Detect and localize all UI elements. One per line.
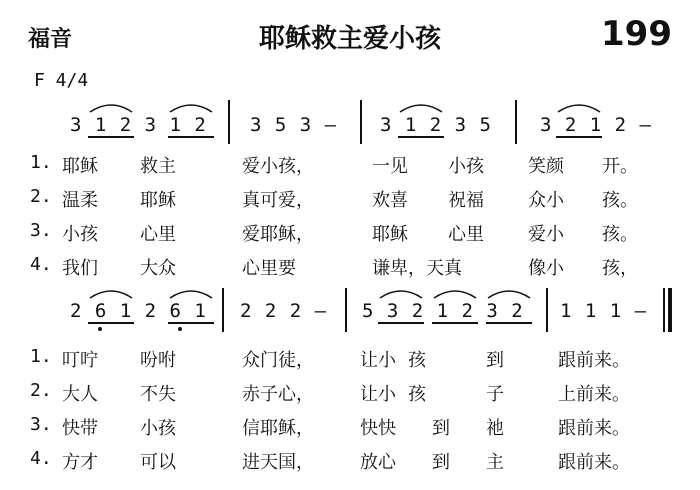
verse-number: 2. [30,380,52,401]
hymn-title: 耶稣救主爱小孩 [258,24,441,54]
measure-1-1: 3 1 2 3 1 2 [70,114,207,136]
lyric-word: 到 [486,350,504,371]
lyric-word: 吩咐 [140,350,176,371]
lyric-word: 欢喜 [372,190,408,211]
lyric-word: 跟前来。 [558,418,630,439]
verse-number: 1. [30,152,52,173]
lyric-word: 不失 [140,384,176,405]
lyric-word: 快带 [62,418,98,439]
measure-2-1: 2 6 1 2 6 1 [70,300,207,322]
lyric-word: 一见 [372,156,408,177]
lyric-word: 大众 [140,258,176,279]
lyric-word: 开。 [602,156,638,177]
lyric-word: 大人 [62,384,98,405]
verse-number: 4. [30,254,52,275]
lyric-word: 谦卑，天真 [372,258,462,279]
hymn-number: 199 [601,14,672,54]
lyric-word: 孩。 [602,224,638,245]
lyric-word: 方才 [62,452,98,473]
lyric-word: 真可爱， [242,190,314,211]
lyric-word: 放心 [360,452,396,473]
lyric-word: 赤子心， [242,384,314,405]
lyric-word: 笑颜 [528,156,564,177]
lyric-word: 让小 [360,350,396,371]
lyric-word: 心里 [140,224,176,245]
lyric-word: 温柔 [62,190,98,211]
lyric-word: 爱小 [528,224,564,245]
measure-2-4: 1 1 1 — [560,300,648,322]
lyric-word: 小孩 [448,156,484,177]
lyric-word: 到 [432,418,450,439]
lyric-word: 爱耶稣， [242,224,314,245]
lyric-word: 心里 [448,224,484,245]
measure-1-3: 3 1 2 3 5 [380,114,492,136]
verse-number: 4. [30,448,52,469]
lyric-word: 信耶稣， [242,418,314,439]
lyric-word: 像小 [528,258,564,279]
lyric-word: 进天国， [242,452,314,473]
lyric-word: 子 [486,384,504,405]
lyric-word: 让小 [360,384,396,405]
lyric-word: 耶稣 [372,224,408,245]
lyric-word: 耶稣 [140,190,176,211]
verse-number: 1. [30,346,52,367]
lyric-word: 主 [486,452,504,473]
lyric-word: 孩， [602,258,638,279]
lyric-word: 心里要 [242,258,296,279]
lyric-word: 可以 [140,452,176,473]
lyric-word: 众门徒， [242,350,314,371]
measure-1-4: 3 2 1 2 — [540,114,652,136]
category-label: 福音 [28,27,73,52]
measure-2-3: 5 3 2 1 2 3 2 [362,300,524,322]
lyric-word: 救主 [140,156,176,177]
lyric-word: 孩 [408,384,426,405]
lyric-word: 爱小孩， [242,156,314,177]
lyric-word: 跟前来。 [558,452,630,473]
lyric-word: 祂 [486,418,504,439]
measure-1-2: 3 5 3 — [250,114,338,136]
verse-number: 3. [30,220,52,241]
lyric-word: 孩。 [602,190,638,211]
lyric-word: 到 [432,452,450,473]
lyric-word: 快快 [360,418,396,439]
lyric-word: 祝福 [448,190,484,211]
key-signature: F 4/4 [34,70,89,91]
lyric-word: 叮咛 [62,350,98,371]
verse-number: 2. [30,186,52,207]
verse-number: 3. [30,414,52,435]
lyric-word: 上前来。 [558,384,630,405]
lyric-word: 孩 [408,350,426,371]
lyric-word: 小孩 [62,224,98,245]
lyric-word: 跟前来。 [558,350,630,371]
measure-2-2: 2 2 2 — [240,300,328,322]
lyric-word: 小孩 [140,418,176,439]
lyric-word: 我们 [62,258,98,279]
lyric-word: 众小 [528,190,564,211]
lyric-word: 耶稣 [62,156,98,177]
